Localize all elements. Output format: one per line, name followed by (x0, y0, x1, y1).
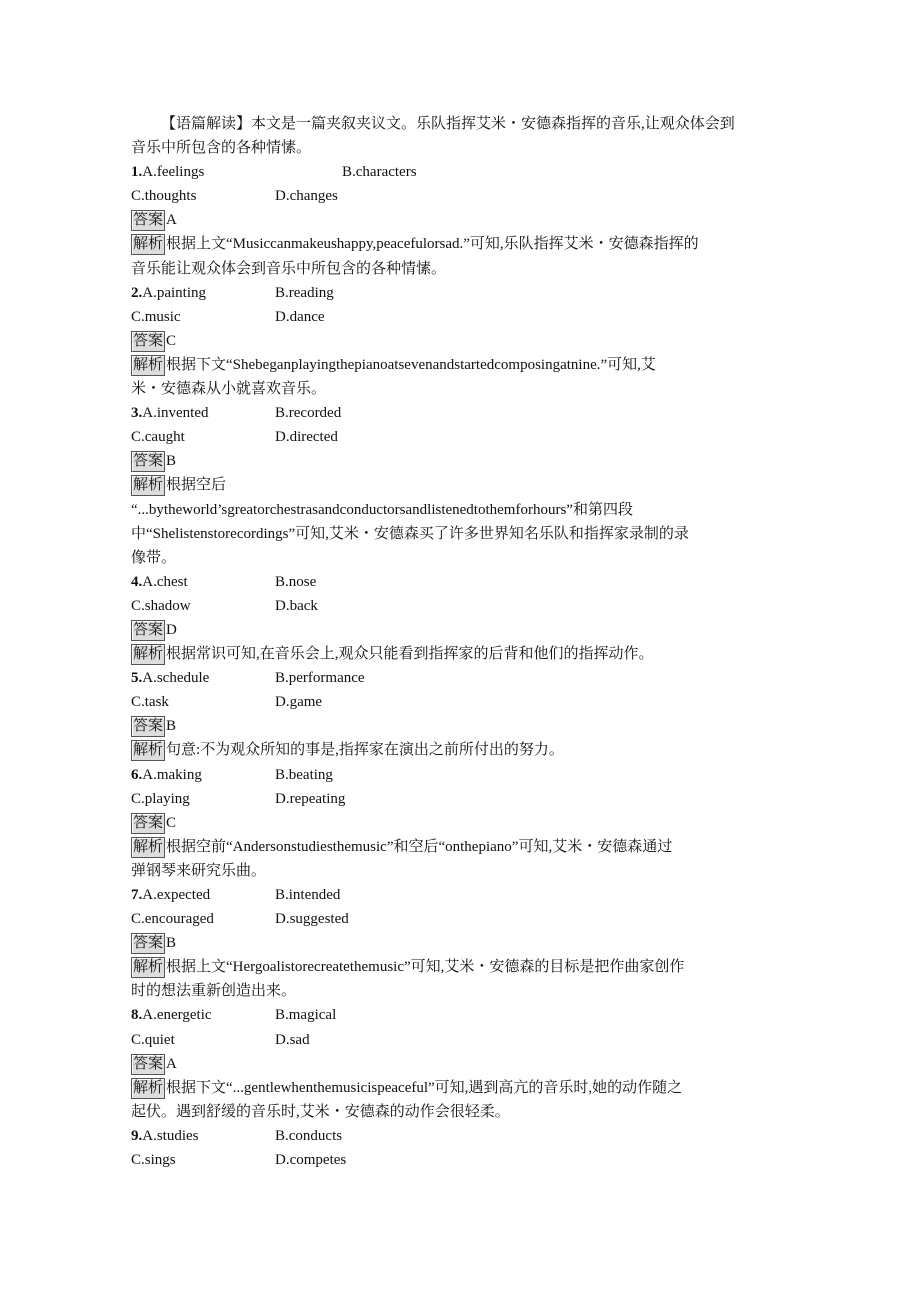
option-c: C.playing (131, 790, 190, 807)
option-a: A.feelings (142, 164, 205, 181)
analysis-line (131, 546, 801, 570)
option-row (131, 184, 801, 208)
answer-line (131, 329, 801, 353)
answer-value: B (166, 935, 177, 952)
answer-line (131, 714, 801, 738)
question-number: 9. (131, 1127, 143, 1144)
answer-tag: 答案 (131, 716, 165, 737)
analysis-text: 句意:不为观众所知的事是,指挥家在演出之前所付出的努力。 (166, 742, 564, 759)
analysis-text: 根据上文“Hergoalistorecreatethemusic”可知,艾米・安德森的目标是把作曲家创作 (166, 959, 685, 976)
answer-line (131, 449, 801, 473)
analysis-line (131, 859, 801, 883)
analysis-line (131, 522, 801, 546)
question-number: 8. (131, 1007, 143, 1024)
option-d: D.dance (275, 308, 325, 325)
analysis-text: 根据常识可知,在音乐会上,观众只能看到指挥家的后背和他们的指挥动作。 (166, 646, 654, 663)
analysis-line (131, 642, 801, 666)
analysis-tag: 解析 (131, 355, 165, 376)
intro-line: 【语篇解读】本文是一篇夹叙夹议文。乐队指挥艾米・安德森指挥的音乐,让观众体会到 (161, 116, 735, 132)
answer-tag: 答案 (131, 331, 165, 352)
answer-line (131, 811, 801, 835)
option-row (131, 160, 801, 184)
option-d: D.back (275, 597, 318, 614)
answer-value: B (166, 453, 177, 470)
analysis-tag: 解析 (131, 234, 165, 255)
answer-value: D (166, 621, 177, 638)
analysis-text: “...bytheworld’sgreatorchestrasandconductorsandlistenedtothemforhours”和第四段 (131, 501, 633, 518)
answer-tag: 答案 (131, 813, 165, 834)
question-number: 5. (131, 670, 143, 687)
option-d: D.changes (275, 188, 338, 205)
analysis-line (131, 1076, 801, 1100)
option-b: B.conducts (275, 1127, 343, 1144)
analysis-text: 起伏。遇到舒缓的音乐时,艾米・安德森的动作会很轻柔。 (131, 1103, 510, 1120)
option-a: A.studies (142, 1127, 199, 1144)
analysis-line (131, 1100, 801, 1124)
analysis-line (131, 257, 801, 281)
analysis-line (131, 979, 801, 1003)
option-a: A.expected (142, 887, 211, 903)
question-number: 6. (131, 766, 143, 783)
analysis-text: 根据上文“Musiccanmakeushappy,peacefulorsad.”可知,乐队指挥艾米・安德森指挥的 (166, 236, 699, 253)
document-body (131, 112, 801, 1172)
answer-tag: 答案 (131, 1054, 165, 1075)
answer-value: C (166, 814, 177, 831)
answer-tag: 答案 (131, 933, 165, 954)
answer-value: C (166, 332, 177, 349)
option-row (131, 1124, 801, 1148)
answer-line (131, 208, 801, 232)
answer-line (131, 1052, 801, 1076)
option-row (131, 425, 801, 449)
analysis-line (131, 377, 801, 401)
answer-tag: 答案 (131, 451, 165, 472)
option-row (131, 570, 801, 594)
question-number: 1. (131, 164, 143, 181)
option-row (131, 763, 801, 787)
answer-value: A (166, 1055, 177, 1072)
option-b: B.performance (275, 670, 365, 687)
analysis-tag: 解析 (131, 740, 165, 761)
answer-value: A (166, 212, 177, 229)
analysis-line (131, 232, 801, 256)
option-c: C.quiet (131, 1031, 175, 1048)
analysis-text: 中“Shelistenstorecordings”可知,艾米・安德森买了许多世界知名乐队和指挥家录制的录 (131, 525, 689, 542)
analysis-text: 弹钢琴来研究乐曲。 (131, 862, 267, 879)
option-row (131, 281, 801, 305)
option-a: A.invented (142, 405, 209, 422)
answer-line (131, 931, 801, 955)
option-d: D.sad (275, 1031, 310, 1048)
analysis-tag: 解析 (131, 837, 165, 858)
question-number: 7. (131, 887, 143, 903)
analysis-line (131, 473, 801, 497)
option-b: B.reading (275, 284, 334, 301)
analysis-text: 根据空前“Andersonstudiesthemusic”和空后“onthepiano”可知,艾米・安德森通过 (166, 838, 673, 855)
answer-tag: 答案 (131, 210, 165, 231)
analysis-line (131, 353, 801, 377)
analysis-tag: 解析 (131, 644, 165, 665)
option-c: C.shadow (131, 597, 191, 614)
option-row (131, 787, 801, 811)
option-a: A.making (142, 766, 202, 783)
analysis-text: 根据空后 (166, 477, 227, 494)
answer-tag: 答案 (131, 620, 165, 641)
option-row (131, 401, 801, 425)
analysis-line (131, 738, 801, 762)
answer-line (131, 618, 801, 642)
analysis-line (131, 835, 801, 859)
option-c: C.encouraged (131, 911, 214, 928)
option-row (131, 690, 801, 714)
option-c: C.music (131, 308, 181, 325)
option-a: A.painting (142, 284, 206, 301)
option-row (131, 1003, 801, 1027)
option-b: B.intended (275, 887, 341, 903)
analysis-text: 像带。 (131, 549, 177, 566)
option-d: D.repeating (275, 790, 346, 807)
option-c: C.thoughts (131, 188, 197, 205)
option-row (131, 594, 801, 618)
option-row (131, 1028, 801, 1052)
option-b: B.beating (275, 766, 333, 783)
option-d: D.suggested (275, 911, 349, 928)
question-number: 3. (131, 405, 143, 422)
option-b: B.nose (275, 573, 317, 590)
analysis-text: 音乐能让观众体会到音乐中所包含的各种情愫。 (131, 260, 447, 277)
option-d: D.game (275, 694, 323, 711)
question-number: 2. (131, 284, 143, 301)
analysis-tag: 解析 (131, 957, 165, 978)
analysis-text: 米・安德森从小就喜欢音乐。 (131, 381, 327, 398)
option-a: A.energetic (142, 1007, 212, 1024)
analysis-line (131, 498, 801, 522)
analysis-text: 时的想法重新创造出来。 (131, 983, 297, 1000)
option-row (131, 907, 801, 931)
option-row (131, 666, 801, 690)
question-number: 4. (131, 573, 143, 590)
option-row (131, 883, 801, 907)
option-d: D.directed (275, 429, 338, 446)
option-c: C.task (131, 694, 169, 711)
option-c: C.sings (131, 1152, 176, 1169)
analysis-tag: 解析 (131, 475, 165, 496)
option-c: C.caught (131, 429, 185, 446)
analysis-text: 根据下文“Shebeganplayingthepianoatsevenandstartedcomposingatnine.”可知,艾 (166, 356, 656, 373)
option-row (131, 1148, 801, 1172)
intro-line: 音乐中所包含的各种情愫。 (131, 140, 312, 157)
analysis-tag: 解析 (131, 1078, 165, 1099)
analysis-text: 根据下文“...gentlewhenthemusicispeaceful”可知,遇到高亢的音乐时,她的动作随之 (166, 1079, 683, 1096)
option-b: B.magical (275, 1007, 337, 1024)
answer-value: B (166, 718, 177, 735)
option-a: A.schedule (142, 670, 210, 687)
option-row (131, 305, 801, 329)
option-a: A.chest (142, 573, 188, 590)
option-d: D.competes (275, 1152, 347, 1169)
option-b: B.characters (342, 164, 417, 181)
option-b: B.recorded (275, 405, 342, 422)
analysis-line (131, 955, 801, 979)
